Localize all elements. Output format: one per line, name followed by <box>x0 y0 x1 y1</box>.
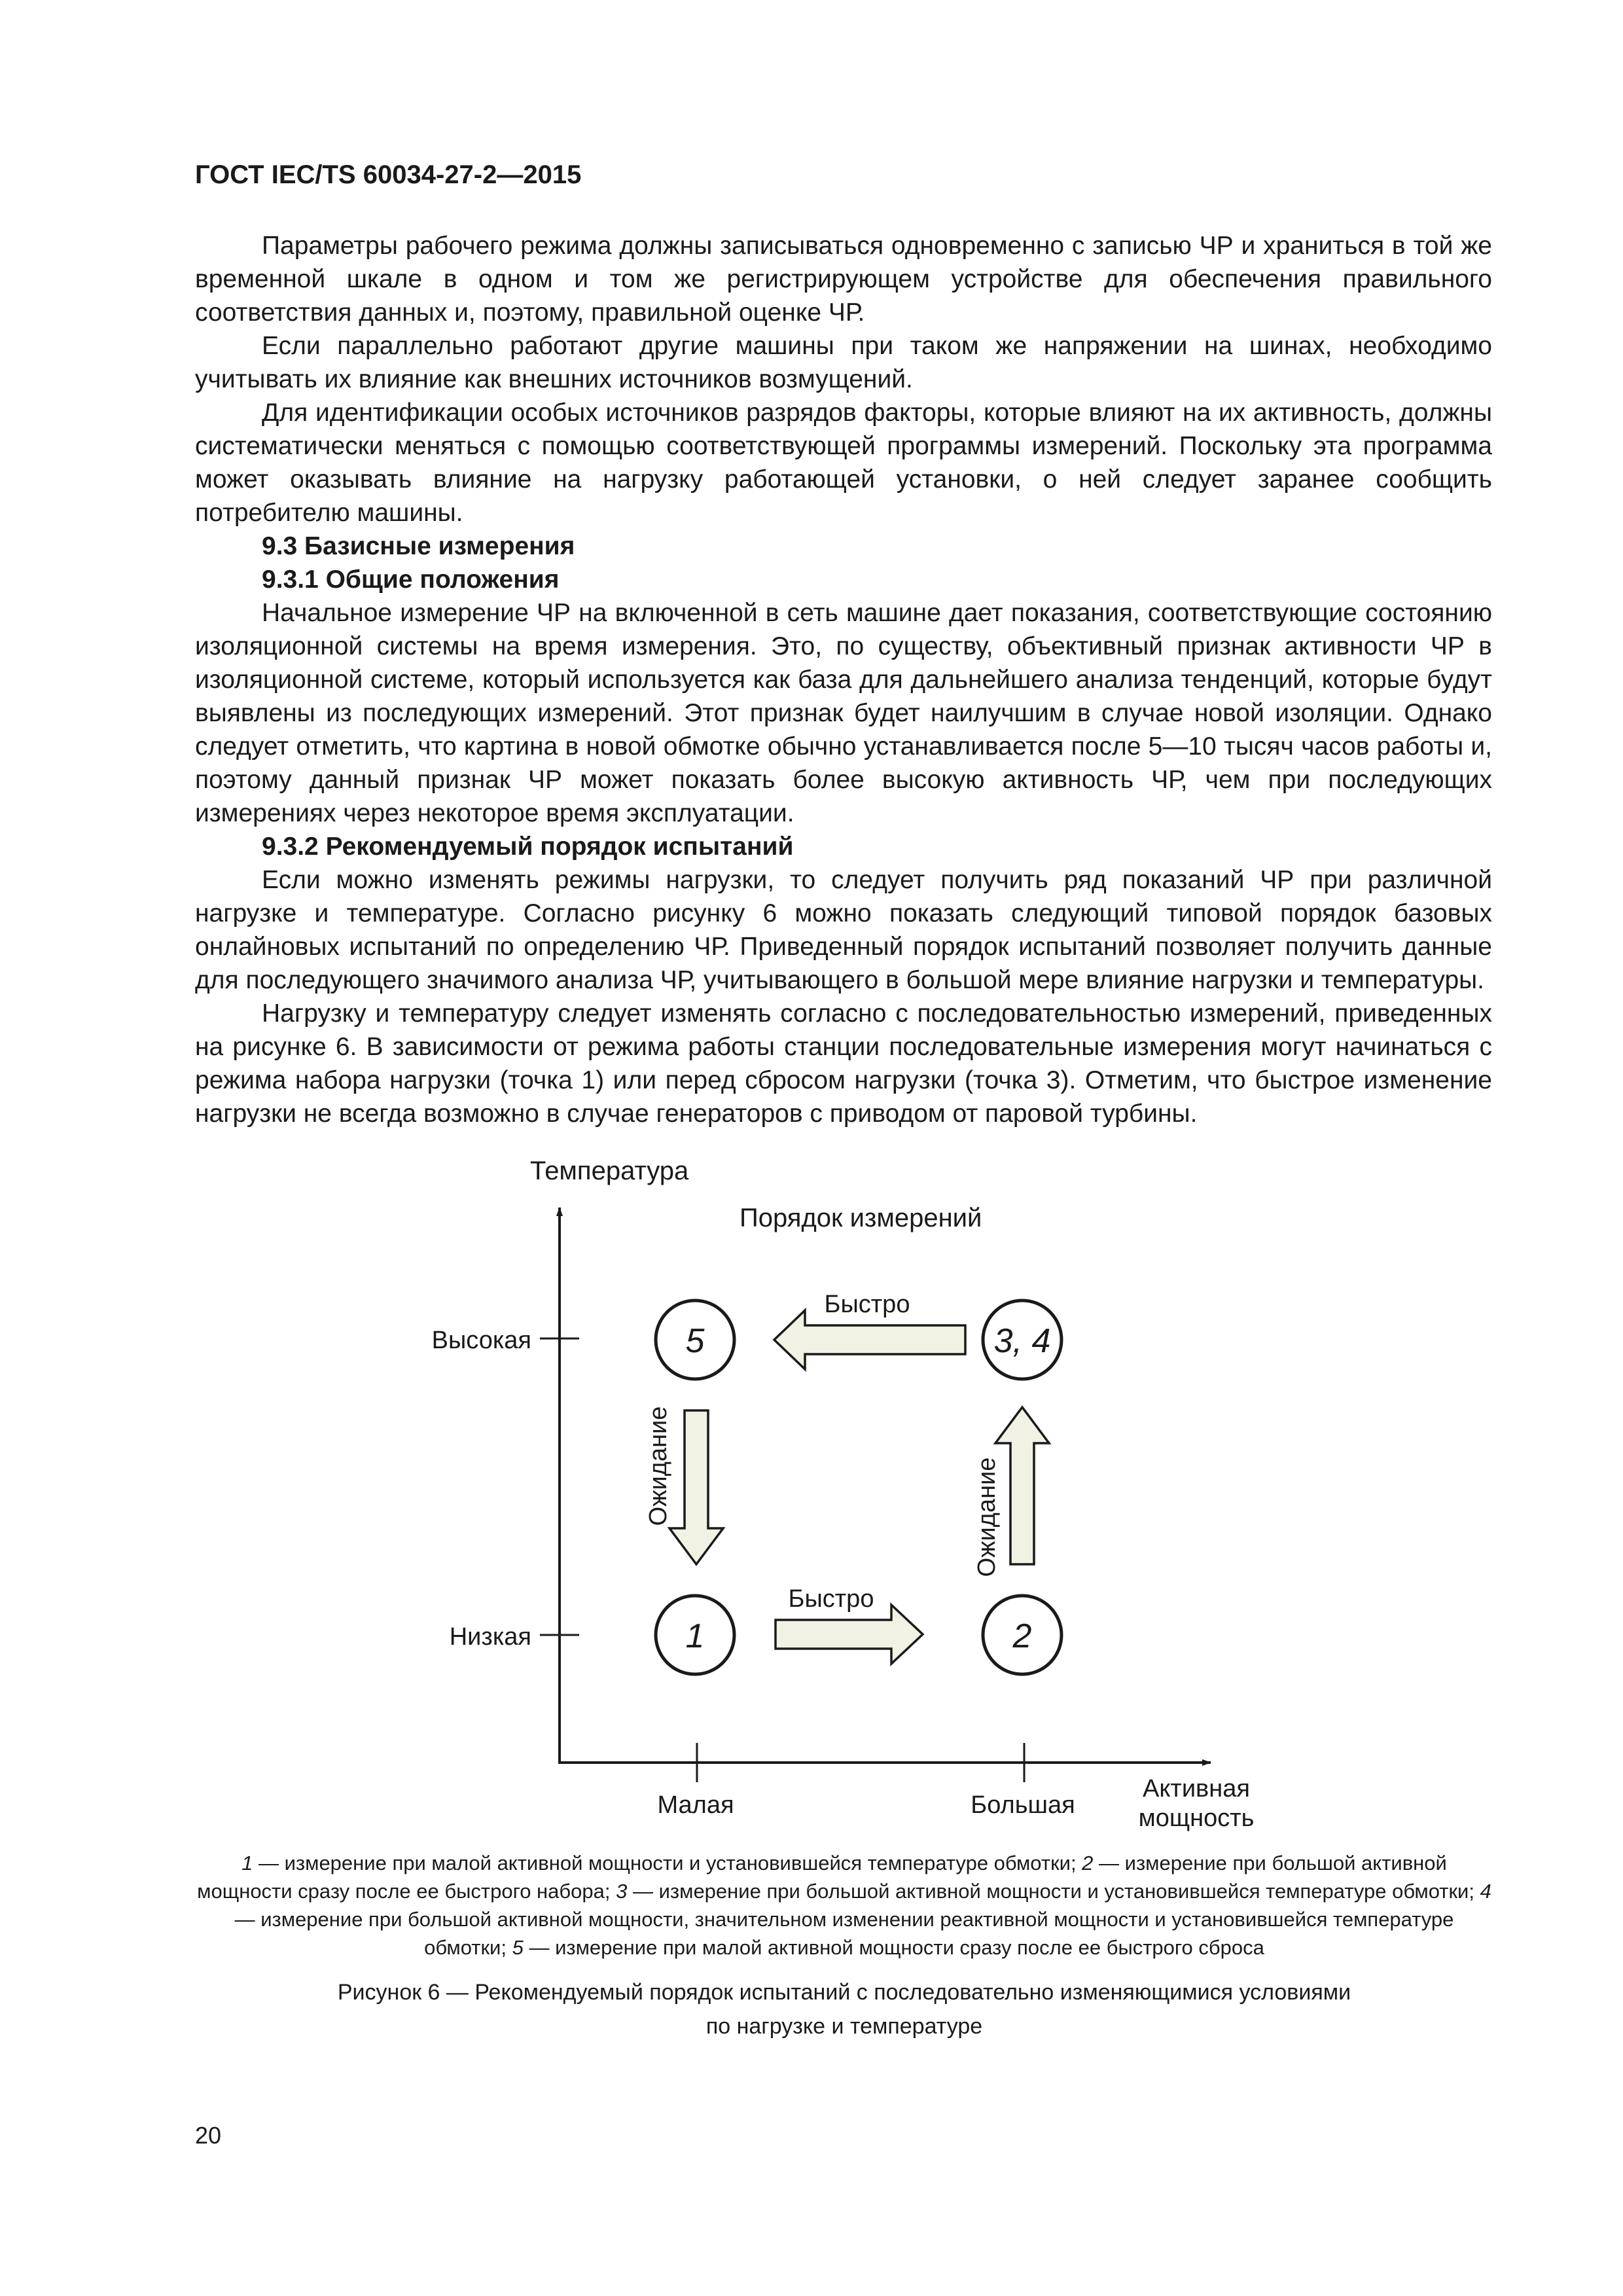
x-axis-label-line1: Активная <box>1143 1775 1250 1803</box>
paragraph: Начальное измерение ЧР на включенной в сеть машине дает показания, соответствующие состоянию изоляционной системы на время измерения. Это, по существу, объективный признак активности ЧР в изоляционной системе, который используется как база для дальнейшего анализа тенденций, которые будут выявлены из последующих измерений. Этот признак будет наилучшим в случае новой изоляции. Однако следует отметить, что картина в новой обмотке обычно устанавливается после 5—10 тысяч часов работы и, поэтому данный признак ЧР может показать более высокую активность ЧР, чем при последующих измерениях через некоторое время эксплуатации. <box>195 599 1492 827</box>
y-tick-label-low: Низкая <box>449 1623 531 1651</box>
figure-caption <box>196 1975 1492 2043</box>
legend-text: — измерение при большой активной мощности и установившейся температуре обмотки; <box>627 1880 1480 1903</box>
fast-label-top: Быстро <box>824 1291 910 1318</box>
measurement-order-diagram <box>0 1145 1623 1839</box>
wait-label-left: Ожидание <box>645 1406 672 1526</box>
legend-text: — измерение при большой активной мощности сразу после ее быстрого набора; <box>197 1852 1447 1903</box>
x-tick-label-low: Малая <box>657 1791 734 1819</box>
figure-legend <box>196 1849 1492 1962</box>
legend-text: — измерение при большой активной мощности, значительном изменении реактивной мощности и установившейся температуре обмотки; <box>234 1908 1454 1959</box>
caption-line: по нагрузке и температуре <box>705 2014 983 2039</box>
legend-num: 3 <box>616 1880 628 1903</box>
x-axis-label-line2: мощность <box>1138 1804 1255 1832</box>
legend-text: — измерение при малой активной мощности сразу после ее быстрого сброса <box>523 1936 1264 1959</box>
arrow-1-to-2 <box>776 1605 923 1664</box>
legend-text: — измерение при малой активной мощности и установившейся температуре обмотки; <box>253 1852 1082 1874</box>
node-34-label: 3, 4 <box>993 1322 1051 1360</box>
paragraph: Параметры рабочего режима должны записываться одновременно с записью ЧР и храниться в той же временной шкале в одном и том же регистрирующем устройстве для обеспечения правильного соответствия данных и, поэтому, правильной оценке ЧР. <box>195 232 1492 327</box>
fast-label-bottom: Быстро <box>788 1585 874 1613</box>
body-text <box>195 229 1492 1130</box>
paragraph: Нагрузку и температуру следует изменять согласно с последовательностью измерений, приведенных на рисунке 6. В зависимости от режима работы станции последовательные измерения могут начинаться с режима набора нагрузки (точка 1) или перед сбросом нагрузки (точка 3). Отметим, что быстрое изменение нагрузки не всегда возможно в случае генераторов с приводом от паровой турбины. <box>195 999 1492 1128</box>
legend-num: 4 <box>1480 1880 1491 1903</box>
x-tick-label-high: Большая <box>971 1791 1075 1819</box>
subsection-heading: 9.3.1 Общие положения <box>262 565 560 594</box>
y-tick-label-high: Высокая <box>431 1327 531 1354</box>
node-2-label: 2 <box>1012 1617 1032 1655</box>
paragraph: Если параллельно работают другие машины при таком же напряжении на шинах, необходимо учитывать их влияние как внешних источников возмущений. <box>195 332 1492 393</box>
legend-num: 2 <box>1082 1852 1094 1874</box>
arrow-2-to-34 <box>995 1407 1049 1564</box>
page-number: 20 <box>195 2122 222 2149</box>
subsection-heading: 9.3.2 Рекомендуемый порядок испытаний <box>262 833 794 861</box>
diagram-title: Порядок измерений <box>740 1204 982 1232</box>
arrow-5-to-1 <box>669 1410 723 1564</box>
node-1-label: 1 <box>685 1617 705 1655</box>
paragraph: Если можно изменять режимы нагрузки, то следует получить ряд показаний ЧР при различной нагрузке и температуре. Согласно рисунку 6 можно показать следующий типовой порядок базовых онлайновых испытаний по определению ЧР. Приведенный порядок испытаний позволяет получить данные для последующего значимого анализа ЧР, учитывающего в большой мере влияние нагрузки и температуры. <box>195 866 1492 994</box>
legend-num: 5 <box>512 1936 524 1959</box>
y-axis-label: Температура <box>530 1157 689 1185</box>
document-header: ГОСТ IEC/TS 60034-27-2—2015 <box>195 160 582 189</box>
arrow-34-to-5 <box>774 1310 965 1369</box>
section-heading: 9.3 Базисные измерения <box>262 532 575 560</box>
caption-line: Рисунок 6 — Рекомендуемый порядок испытаний с последовательно изменяющимися условиями <box>337 1980 1351 2005</box>
legend-num: 1 <box>241 1852 253 1874</box>
node-5-label: 5 <box>685 1322 705 1360</box>
wait-label-right: Ожидание <box>973 1457 1001 1577</box>
paragraph: Для идентификации особых источников разрядов факторы, которые влияют на их активность, должны систематически меняться с помощью соответствующей программы измерений. Поскольку эта программа может оказывать влияние на нагрузку работающей установки, о ней следует заранее сообщить потребителю машины. <box>195 399 1492 527</box>
